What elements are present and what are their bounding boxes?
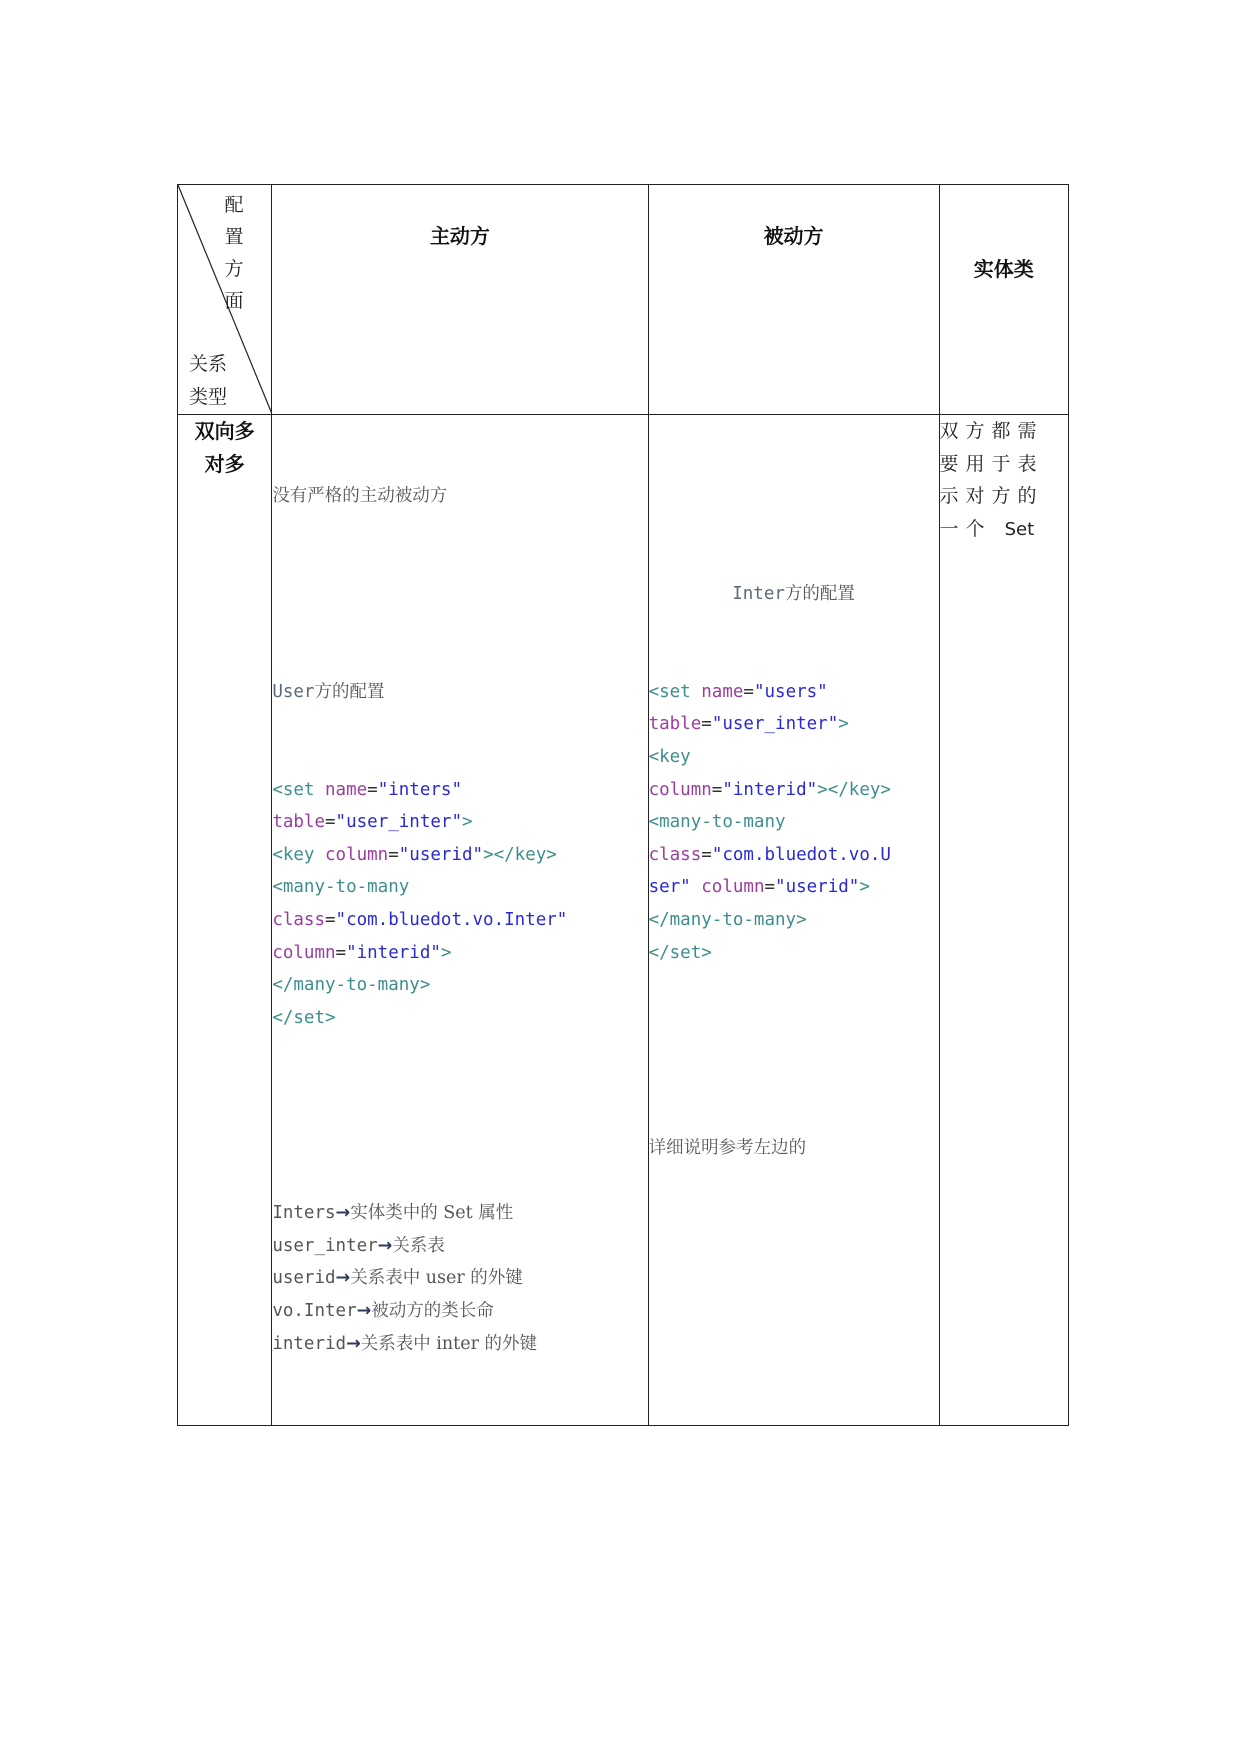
xml-token: = — [325, 909, 336, 930]
relation-type-label — [189, 348, 239, 414]
xml-code-line — [649, 708, 939, 741]
xml-token: "interid" — [722, 779, 818, 800]
config-title-text: 方的配置 — [314, 681, 385, 702]
xml-token: name — [325, 779, 368, 800]
xml-token: <many-to-many — [648, 812, 786, 833]
entity-text-line: 双方都需 — [939, 420, 1044, 442]
xml-code-line — [649, 741, 939, 774]
note-code: interid — [272, 1333, 347, 1354]
xml-token: = — [367, 779, 378, 800]
config-title-code: User — [272, 681, 315, 702]
xml-code-line — [272, 774, 647, 807]
intro-text: 没有严格的主动被动方 — [272, 486, 448, 507]
relationship-config-table — [177, 184, 1069, 1426]
xml-token: > — [859, 877, 870, 898]
entity-text-line: 要用于表 — [939, 452, 1044, 475]
xml-token: </set> — [272, 1007, 336, 1028]
xml-token: = — [388, 844, 399, 865]
note-text: 关系表中 inter 的外键 — [360, 1333, 537, 1354]
xml-token: <key — [272, 844, 325, 865]
note-code: Inters — [272, 1203, 336, 1224]
xml-code-line — [272, 904, 647, 937]
xml-token: > — [838, 714, 849, 735]
xml-token: "interid" — [346, 942, 441, 963]
xml-token: "userid" — [775, 877, 860, 898]
entity-text-prefix: 一个 — [939, 517, 992, 540]
mapping-note — [272, 1230, 647, 1263]
relation-type-text: 对多 — [204, 452, 245, 476]
xml-code-line — [272, 969, 647, 1002]
active-side-header: 主动方 — [272, 185, 648, 415]
xml-code-line — [649, 871, 939, 904]
arrow-right-icon: → — [346, 1333, 361, 1354]
entity-text-line: 示对方的 — [939, 485, 1044, 508]
xml-token: "user_inter" — [335, 812, 462, 833]
config-aspect-char: 面 — [224, 290, 244, 312]
note-text: 被动方的类长命 — [371, 1301, 494, 1322]
xml-token: <key — [648, 746, 691, 767]
xml-token: column — [272, 942, 336, 963]
xml-token: <many-to-many — [272, 877, 410, 898]
entity-class-cell — [939, 415, 1068, 1426]
xml-token: </set> — [648, 942, 712, 963]
xml-token: "com.bluedot.vo.Inter" — [335, 909, 568, 930]
xml-token: "com.bluedot.vo.U — [711, 844, 891, 865]
xml-token: = — [711, 779, 723, 800]
passive-xml-block — [649, 676, 939, 969]
relation-type-cell — [178, 415, 272, 1426]
note-code: vo.Inter — [272, 1301, 357, 1322]
xml-token: = — [325, 812, 336, 833]
note-text: 关系表中 user 的外键 — [350, 1268, 523, 1289]
xml-code-line — [649, 904, 939, 937]
header-row — [178, 185, 1069, 415]
xml-token: "users" — [753, 681, 828, 702]
mapping-note — [272, 1295, 647, 1328]
mapping-note — [272, 1262, 647, 1295]
config-aspect-char: 置 — [224, 226, 244, 248]
xml-token: = — [701, 714, 712, 735]
xml-code-line — [649, 806, 939, 839]
xml-code-line — [272, 806, 647, 839]
arrow-right-icon: → — [377, 1235, 393, 1256]
xml-token: "user_inter" — [711, 714, 839, 735]
mapping-note — [272, 1328, 647, 1361]
passive-side-header: 被动方 — [648, 185, 939, 415]
xml-code-line — [272, 839, 647, 872]
arrow-right-icon: → — [335, 1203, 351, 1224]
xml-token: class — [272, 909, 325, 930]
config-aspect-char: 配 — [224, 194, 244, 216]
config-aspect-label — [222, 189, 246, 317]
xml-token: > — [461, 812, 473, 833]
xml-token: ></key> — [483, 844, 557, 865]
passive-side-cell — [648, 415, 939, 1426]
xml-code-line — [272, 1002, 647, 1035]
entity-set-keyword: Set — [1004, 518, 1035, 540]
xml-token: = — [764, 877, 776, 898]
arrow-right-icon: → — [335, 1268, 351, 1289]
xml-token: </many-to-many> — [272, 975, 431, 996]
entity-class-header: 实体类 — [939, 185, 1068, 415]
xml-token: <set — [272, 779, 325, 800]
xml-token: column — [325, 844, 389, 865]
diagonal-header-cell — [178, 185, 272, 415]
xml-token: column — [648, 779, 712, 800]
relation-type-line: 类型 — [189, 386, 228, 408]
xml-code-line — [649, 839, 939, 872]
xml-token: "inters" — [377, 779, 462, 800]
xml-code-line — [649, 937, 939, 970]
xml-token: = — [743, 681, 754, 702]
config-aspect-char: 方 — [224, 258, 244, 280]
mapping-note — [272, 1197, 647, 1230]
xml-token: class — [648, 844, 702, 865]
xml-token: ser" — [648, 877, 702, 898]
note-code: userid — [272, 1268, 336, 1289]
xml-code-line — [649, 676, 939, 709]
xml-token: table — [272, 812, 325, 833]
relation-type-line: 关系 — [189, 353, 228, 375]
note-text: 实体类中的 Set 属性 — [350, 1203, 514, 1224]
xml-code-line — [649, 774, 939, 807]
xml-code-line — [272, 937, 647, 970]
xml-token: <set — [648, 681, 702, 702]
relation-type-text: 双向多 — [194, 419, 255, 443]
config-title-code: Inter — [732, 583, 785, 604]
arrow-right-icon: → — [356, 1301, 372, 1322]
passive-footnote: 详细说明参考左边的 — [648, 1138, 807, 1159]
xml-token: = — [335, 942, 347, 963]
note-text: 关系表 — [392, 1235, 445, 1256]
xml-token: table — [648, 714, 702, 735]
xml-token: "userid" — [398, 844, 484, 865]
xml-token: ></key> — [817, 779, 891, 800]
xml-token: name — [701, 681, 744, 702]
xml-code-line — [272, 871, 647, 904]
xml-token: </many-to-many> — [648, 909, 807, 930]
many-to-many-row — [178, 415, 1069, 1426]
active-side-cell — [272, 415, 648, 1426]
xml-token: = — [701, 844, 712, 865]
config-title-text: 方的配置 — [784, 583, 855, 604]
note-code: user_inter — [272, 1235, 378, 1256]
xml-token: > — [440, 942, 452, 963]
active-xml-block — [272, 774, 647, 1035]
active-notes-block — [272, 1197, 647, 1360]
xml-token: column — [701, 877, 765, 898]
